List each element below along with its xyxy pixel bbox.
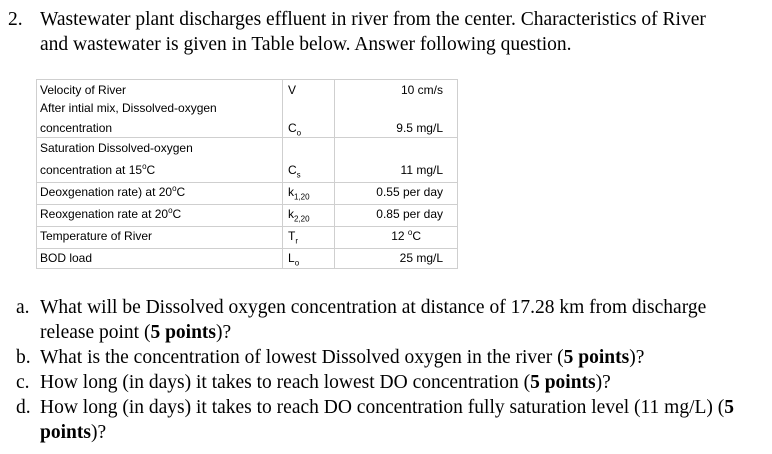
question-letter: c. [16, 372, 30, 393]
table-cell-label-line-1: Saturation Dissolved-oxygen [40, 141, 193, 155]
question-text-line-2: points)? [40, 422, 107, 443]
table-row-divider [37, 204, 457, 205]
table-cell-label-line-1: After intial mix, Dissolved-oxygen [40, 101, 217, 115]
question-text: What will be Dissolved oxygen concentration at distance of 17.28 km from discharge [40, 297, 707, 318]
table-row-divider [37, 248, 457, 249]
table-cell-label: Temperature of River [40, 229, 153, 243]
table-cell-label: concentration [40, 121, 113, 135]
table-cell-symbol: $T_r$ [288, 229, 299, 246]
characteristics-table [36, 79, 458, 269]
table-column-divider [334, 80, 335, 268]
table-cell-symbol: $L_o$ [288, 251, 300, 268]
table-cell-label: Velocity of River [40, 83, 127, 97]
problem-text-line-2: and wastewater is given in Table below. Answer following question. [40, 34, 572, 55]
table-row-divider [37, 137, 457, 138]
table-cell-label: concentration at 15$^o$C [40, 162, 156, 177]
table-cell-label: Deoxgenation rate) at 20$^o$C [40, 184, 186, 199]
question-text-line-2: release point (5 points)? [40, 322, 232, 343]
problem-text-line-1: Wastewater plant discharges effluent in river from the center. Characteristics of River [40, 9, 706, 30]
question-letter: a. [16, 297, 30, 318]
table-cell-value: 11 mg/L [400, 163, 443, 177]
table-row-divider [37, 226, 457, 227]
table-cell-symbol: $C_s$ [288, 163, 301, 180]
table-cell-symbol: $k_{2,20}$ [288, 207, 310, 224]
table-cell-symbol: $k_{1,20}$ [288, 185, 310, 202]
table-cell-value: 10 cm/s [400, 83, 443, 97]
table-cell-value: 9.5 mg/L [396, 121, 443, 135]
table-cell-symbol: V [288, 83, 297, 97]
table-cell-label: Reoxgenation rate at 20$^o$C [40, 206, 182, 221]
table-row-divider [37, 182, 457, 183]
question-letter: d. [16, 397, 31, 418]
table-cell-value: 0.85 per day [376, 207, 443, 221]
table-cell-label: BOD load [40, 251, 93, 265]
problem-number: 2. [8, 9, 23, 30]
table-cell-value: 0.55 per day [376, 185, 443, 199]
question-text: What is the concentration of lowest Dissolved oxygen in the river (5 points)? [40, 347, 645, 368]
question-letter: b. [16, 347, 31, 368]
table-cell-symbol: $C_o$ [288, 121, 302, 138]
table-column-divider [282, 80, 283, 268]
table-cell-value: 25 mg/L [399, 251, 443, 265]
question-text: How long (in days) it takes to reach DO concentration fully saturation level (11 mg/L) (5 [40, 397, 735, 418]
question-text: How long (in days) it takes to reach lowest DO concentration (5 points)? [40, 372, 611, 393]
table-cell-value: 12 $^o$C [391, 228, 421, 243]
